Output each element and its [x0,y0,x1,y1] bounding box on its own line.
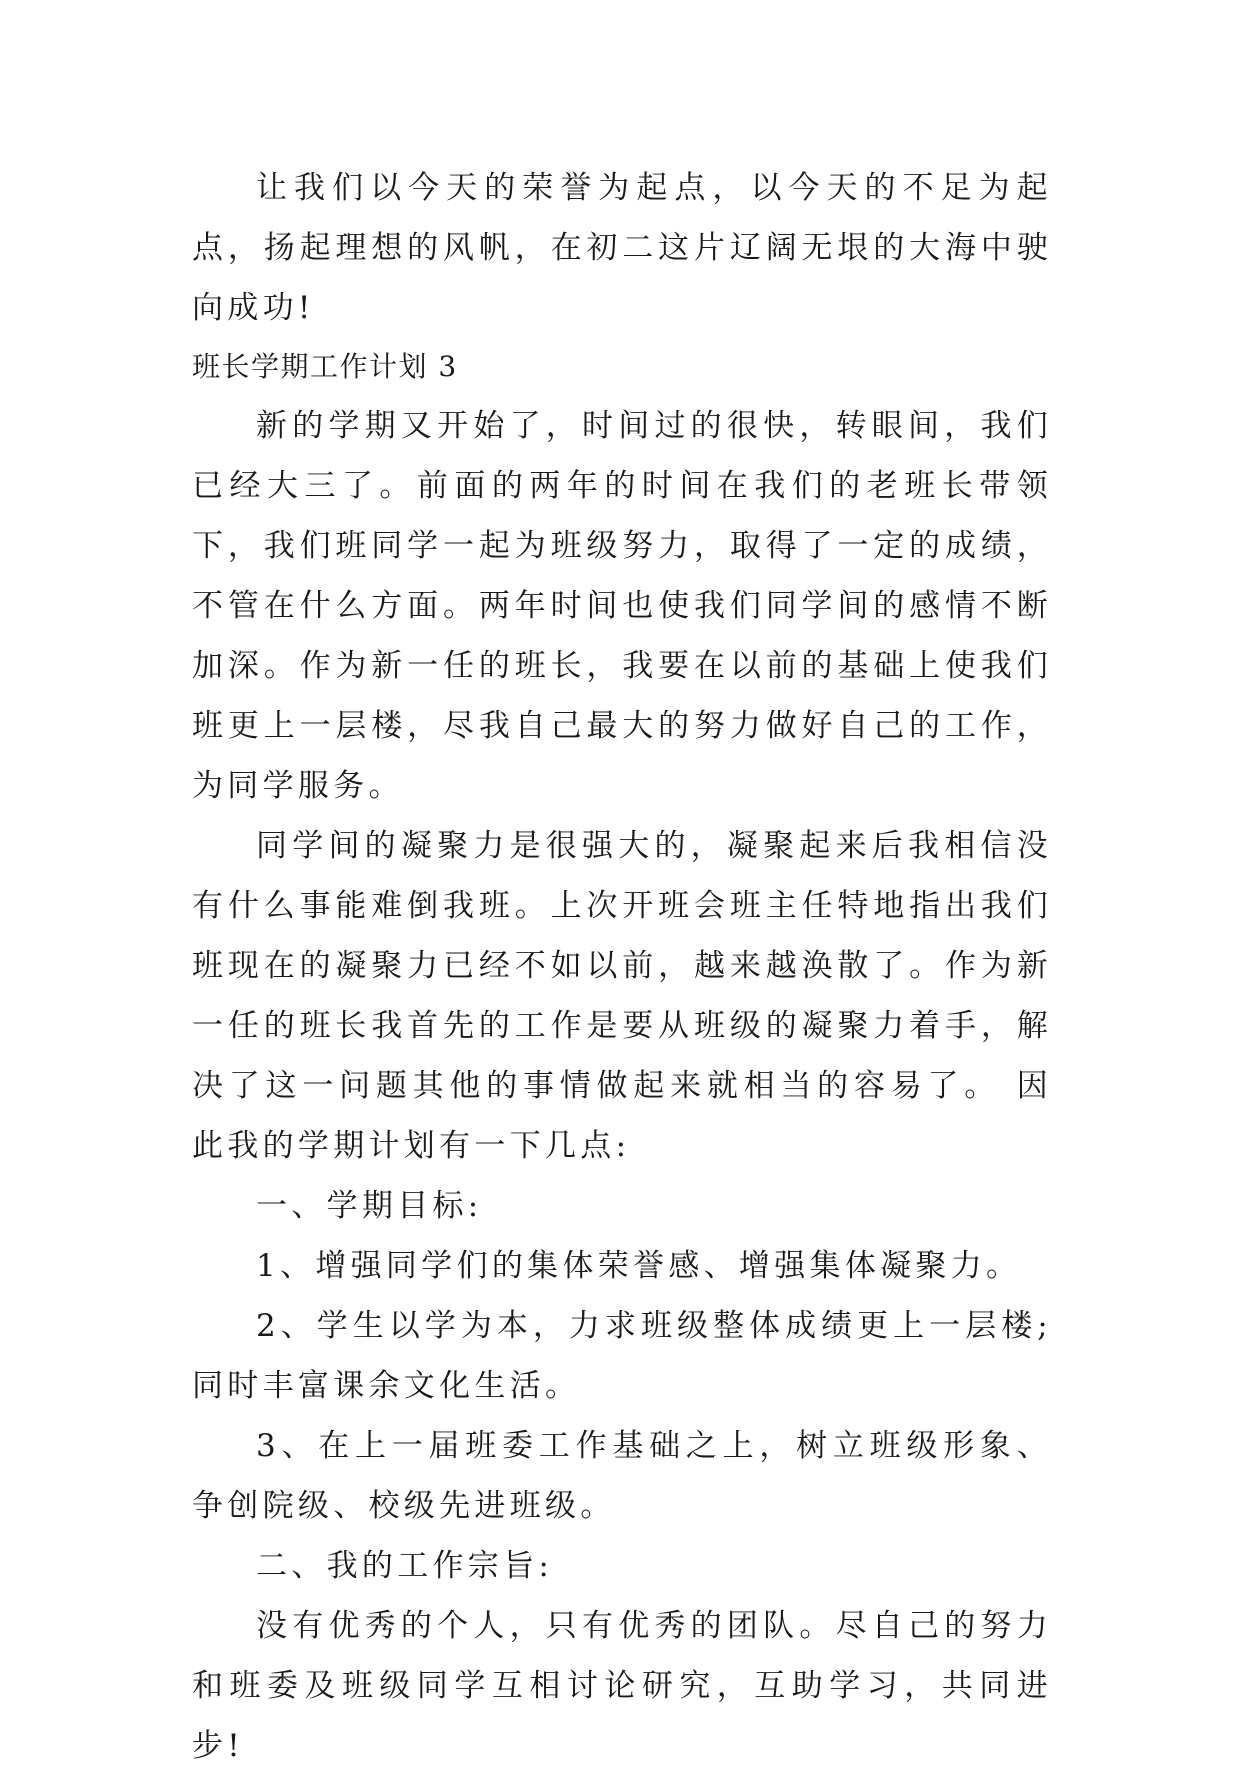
list-heading-goals: 一、学期目标: [256,1188,483,1224]
document-page [192,158,1052,1776]
goal-item-2: 2、学生以学为本，力求班级整体成绩更上一层楼;同时丰富课余文化生活。 [192,1308,1052,1404]
goal-item-3: 3、在上一届班委工作基础之上，树立班级形象、争创院级、校级先进班级。 [192,1428,1052,1524]
paragraph-purpose: 没有优秀的个人，只有优秀的团队。尽自己的努力和班委及班级同学互相讨论研究，互助学习，共同进步! [192,1608,1052,1764]
section-heading: 班长学期工作计划 3 [192,350,458,383]
paragraph-cohesion: 同学间的凝聚力是很强大的，凝聚起来后我相信没有什么事能难倒我班。上次开班会班主任特地指出我们班现在的凝聚力已经不如以前，越来越涣散了。作为新一任的班长我首先的工作是要从班级的凝聚力着手，解决了这一问题其他的事情做起来就相当的容易了。 因此我的学期计划有一下几点: [192,828,1052,1164]
paragraph-intro: 新的学期又开始了，时间过的很快，转眼间，我们已经大三了。前面的两年的时间在我们的老班长带领下，我们班同学一起为班级努力，取得了一定的成绩，不管在什么方面。两年时间也使我们同学间的感情不断加深。作为新一任的班长，我要在以前的基础上使我们班更上一层楼，尽我自己最大的努力做好自己的工作，为同学服务。 [192,408,1052,804]
list-heading-purpose: 二、我的工作宗旨: [256,1548,554,1584]
goal-item-1: 1、增强同学们的集体荣誉感、增强集体凝聚力。 [256,1248,1022,1284]
paragraph-closing: 让我们以今天的荣誉为起点，以今天的不足为起点，扬起理想的风帆，在初二这片辽阔无垠的大海中驶向成功! [192,170,1052,326]
